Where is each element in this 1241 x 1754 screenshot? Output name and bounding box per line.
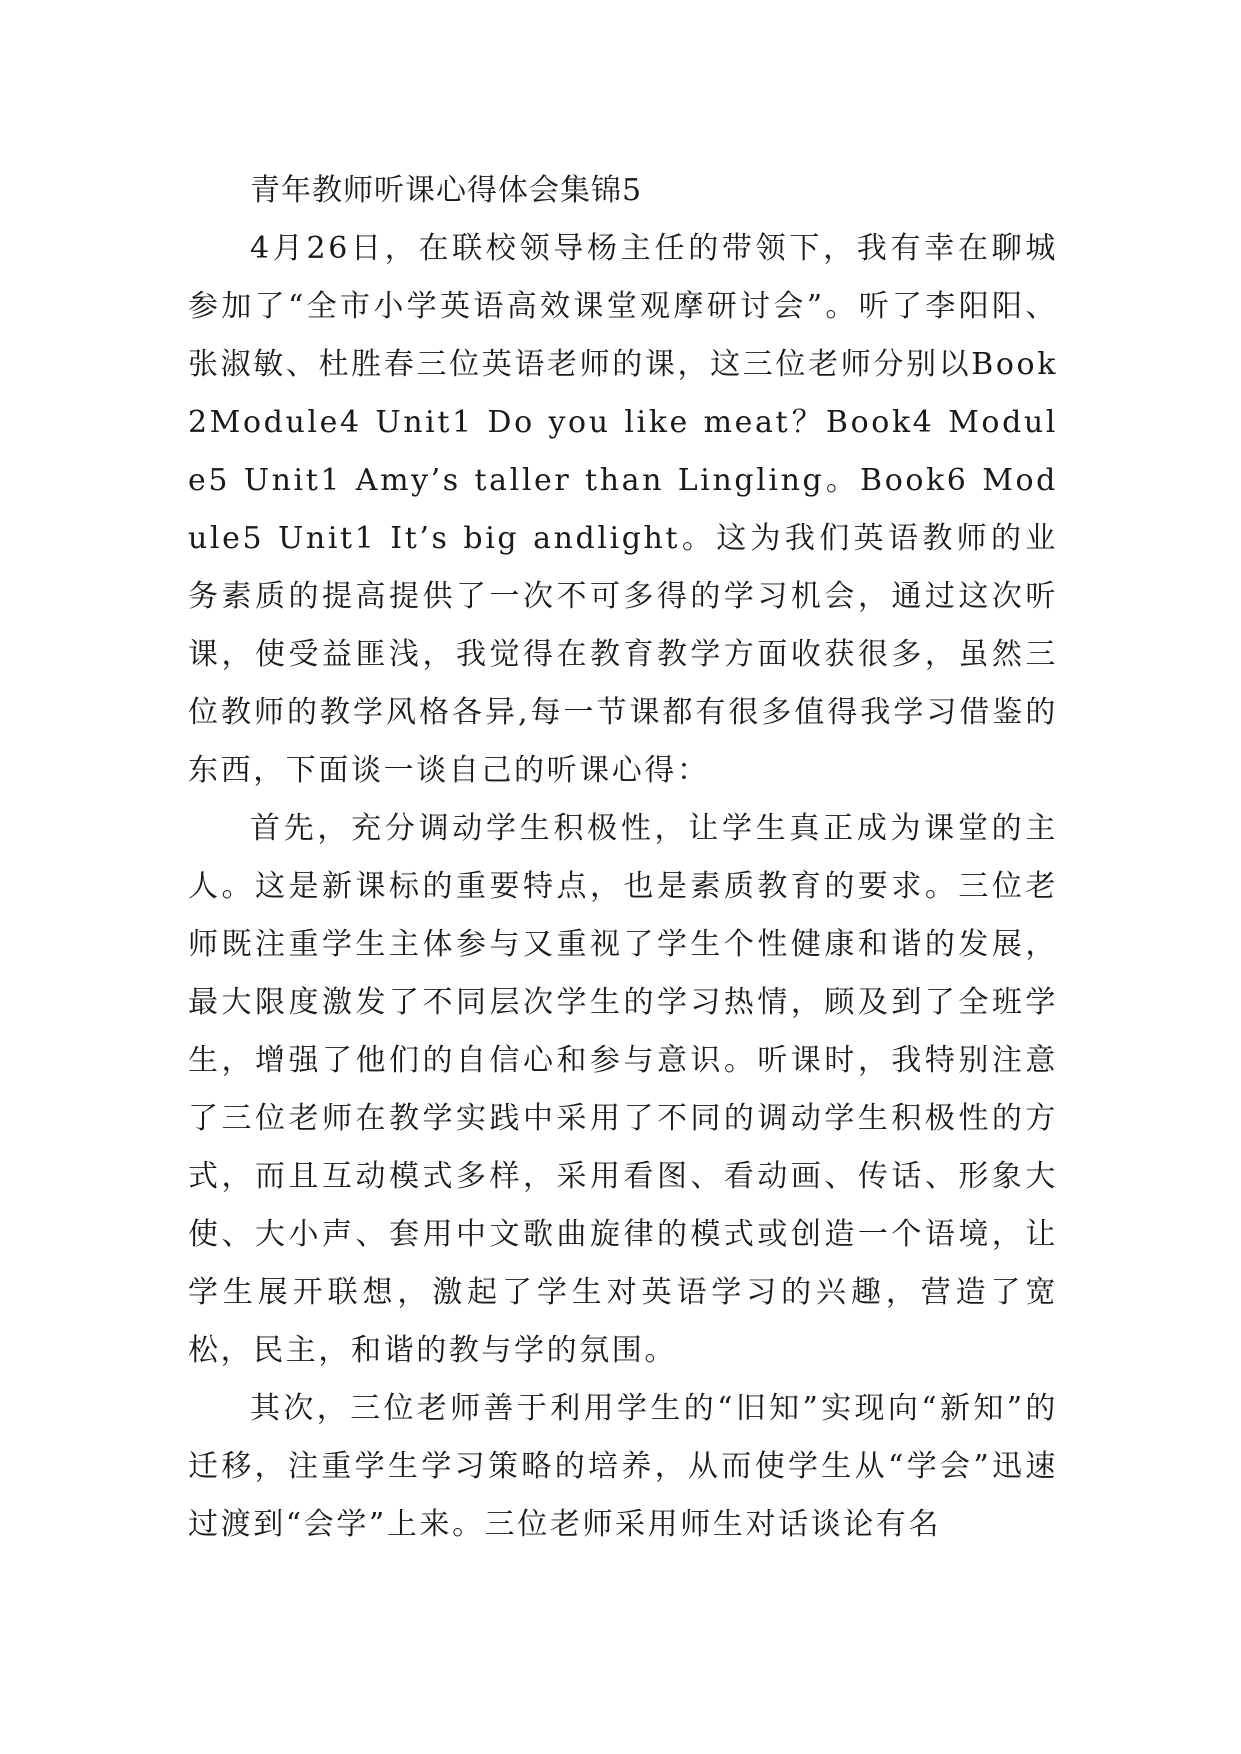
- document-body: [188, 162, 1058, 1554]
- paragraph-first-point: 首先，充分调动学生积极性，让学生真正成为课堂的主人。这是新课标的重要特点，也是素质教育的要求。三位老师既注重学生主体参与又重视了学生个性健康和谐的发展，最大限度激发了不同层次学生的学习热情，顾及到了全班学生，增强了他们的自信心和参与意识。听课时，我特别注意了三位老师在教学实践中采用了不同的调动学生积极性的方式，而且互动模式多样，采用看图、看动画、传话、形象大使、大小声、套用中文歌曲旋律的模式或创造一个语境，让学生展开联想，激起了学生对英语学习的兴趣，营造了宽松，民主，和谐的教与学的氛围。: [188, 811, 1058, 1368]
- document-title: 青年教师听课心得体会集锦5: [250, 173, 643, 208]
- paragraph-intro: 4月26日，在联校领导杨主任的带领下，我有幸在聊城参加了“全市小学英语高效课堂观摩研讨会”。听了李阳阳、张淑敏、杜胜春三位英语老师的课，这三位老师分别以Book2Module4 Unit1 Do you like meat？Book4 Module5 Unit1 Amy’s taller than Lingling。Book6 Module5 Unit1 It’s big andlight。这为我们英语教师的业务素质的提高提供了一次不可多得的学习机会，通过这次听课，使受益匪浅，我觉得在教育教学方面收获很多，虽然三位教师的教学风格各异,每一节课都有很多值得我学习借鉴的东西，下面谈一谈自己的听课心得：: [188, 231, 1058, 788]
- paragraph-second-point: 其次，三位老师善于利用学生的“旧知”实现向“新知”的迁移，注重学生学习策略的培养，从而使学生从“学会”迅速过渡到“会学”上来。三位老师采用师生对话谈论有名: [188, 1391, 1058, 1542]
